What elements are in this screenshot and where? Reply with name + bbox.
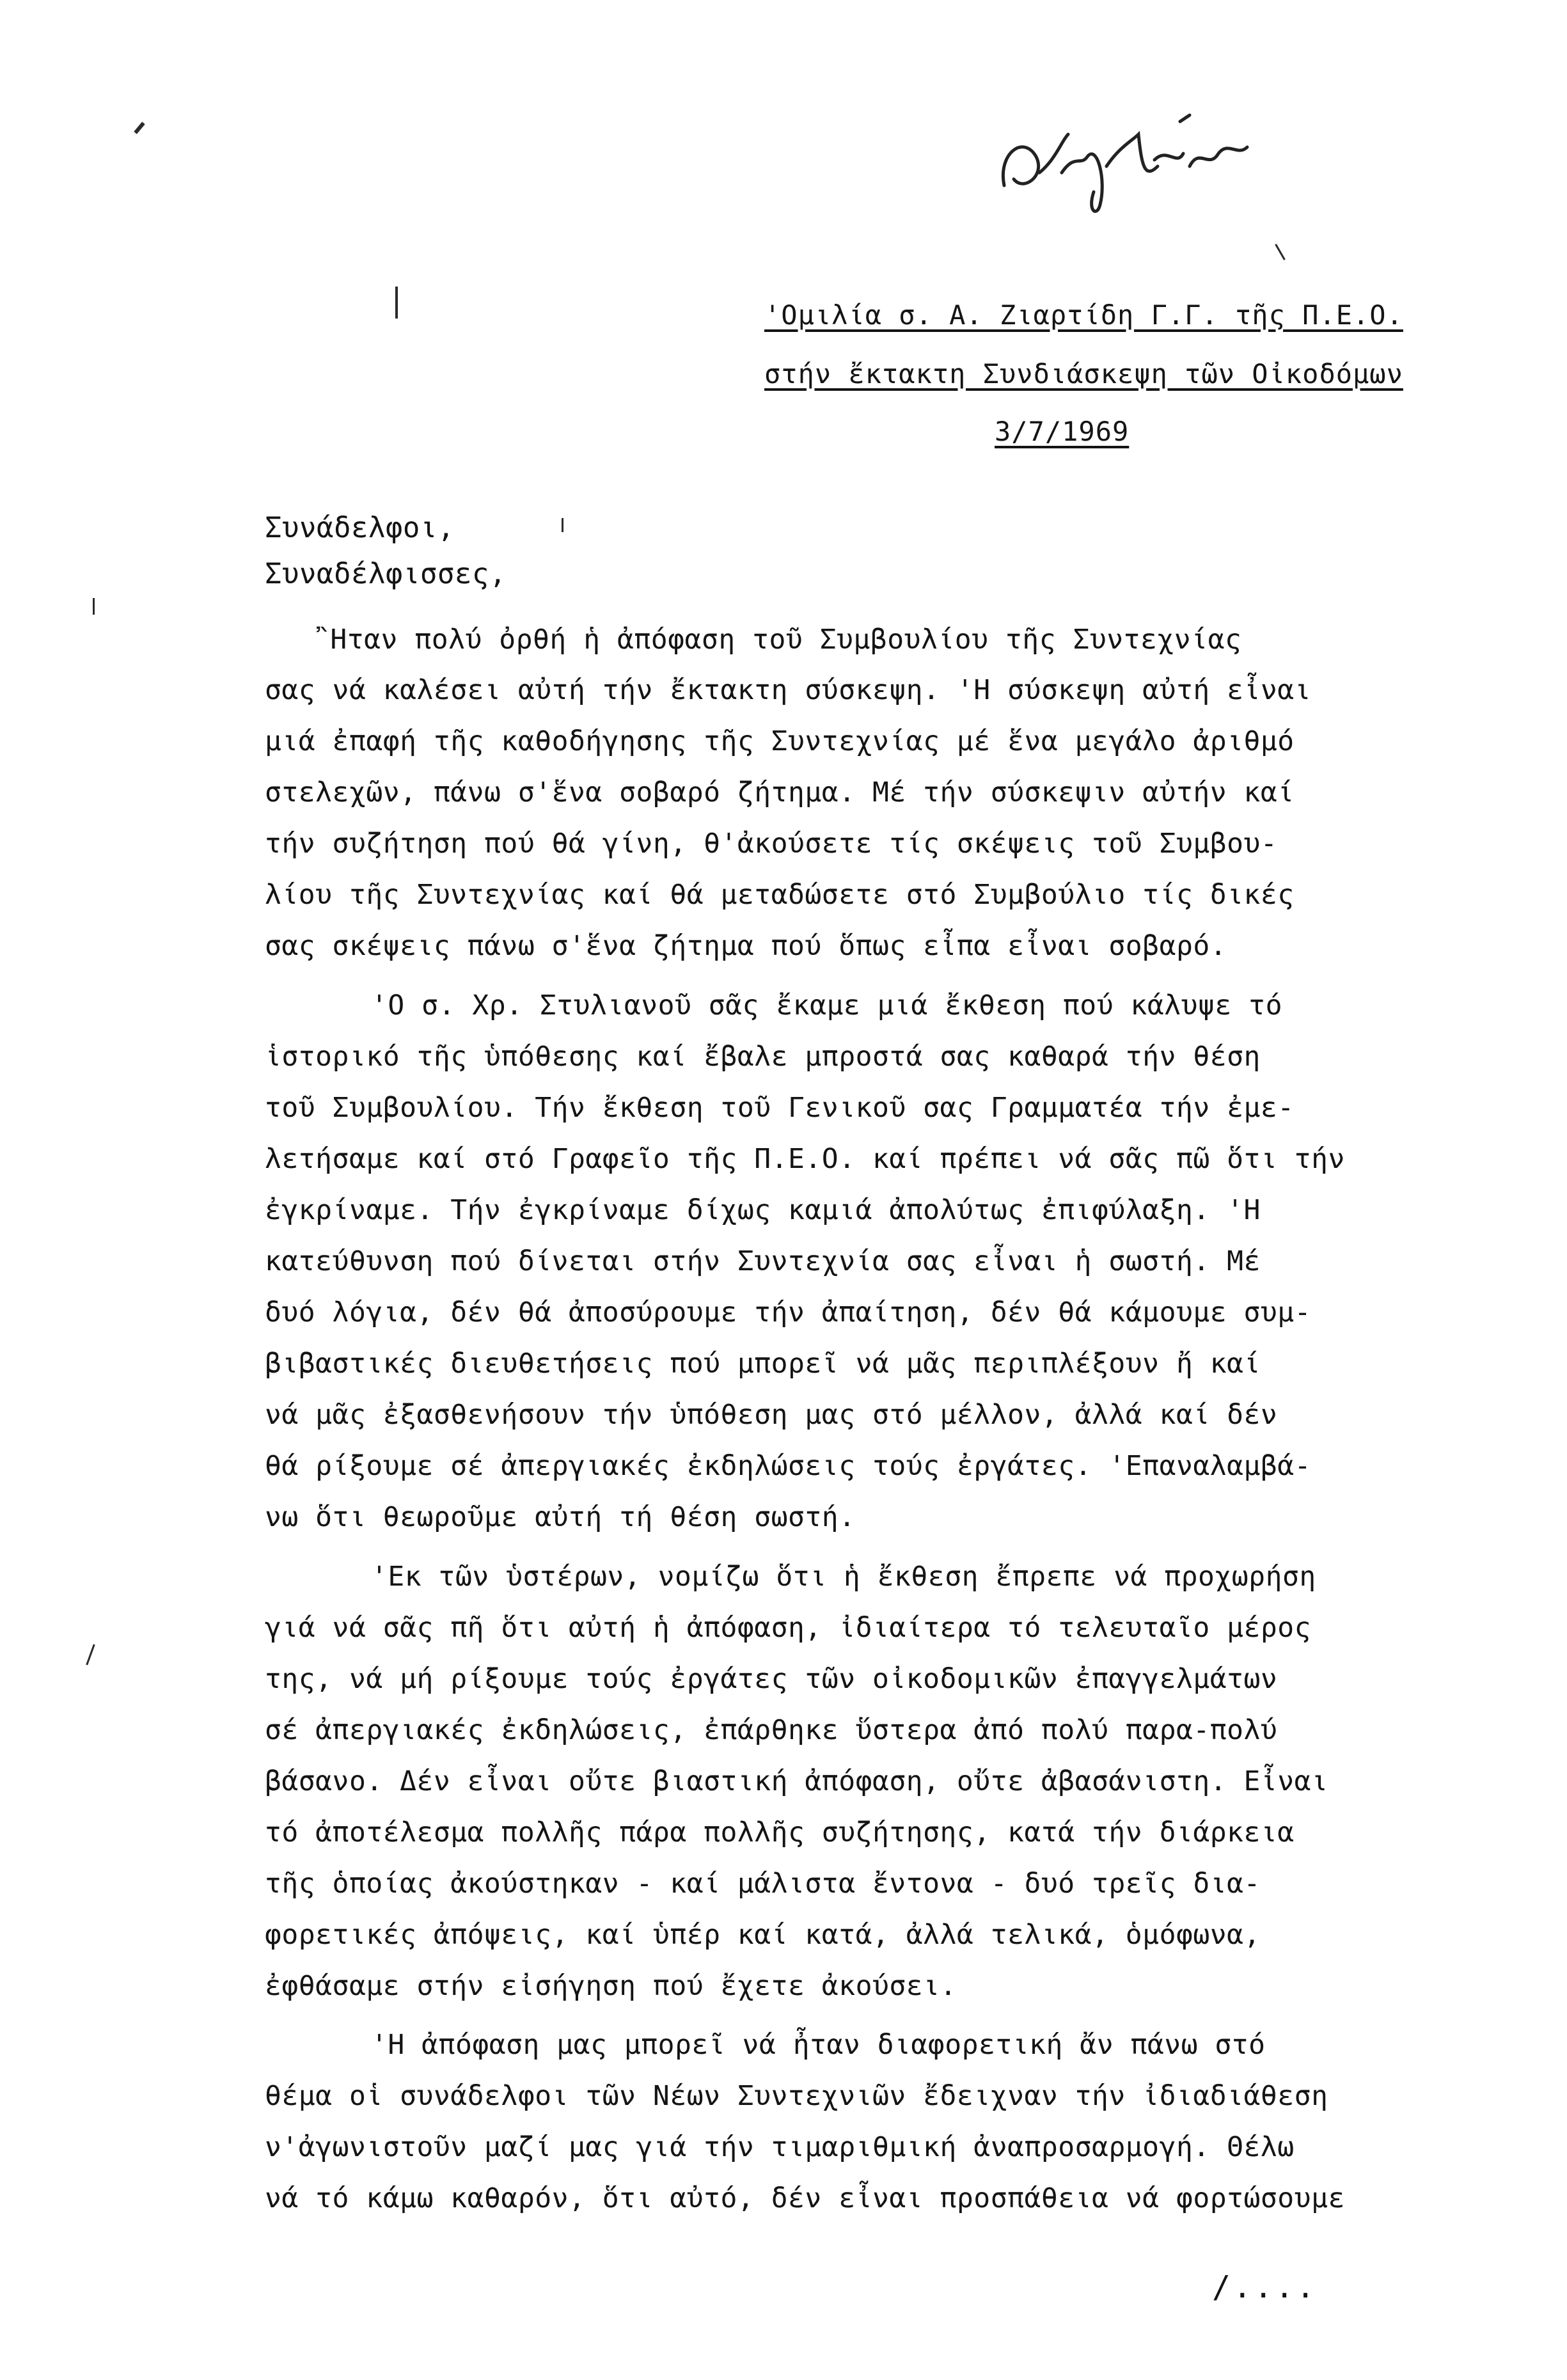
page-continuation: /.... (1212, 2269, 1318, 2305)
margin-mark (562, 518, 563, 532)
text-line: της, νά μή ρίξουμε τούς ἐργάτες τῶν οἰκοδομικῶν ἐπαγγελμάτων (265, 1663, 1278, 1695)
text-line: στελεχῶν, πάνω σ'ἕνα σοβαρό ζήτημα. Μέ τήν σύσκεψιν αὐτήν καί (265, 776, 1295, 808)
text-line: νά τό κάμω καθαρόν, ὅτι αὐτό, δέν εἶναι προσπάθεια νά φορτώσουμε (265, 2182, 1345, 2214)
text-line: σας σκέψεις πάνω σ'ἕνα ζήτημα πού ὅπως εἶπα εἶναι σοβαρό. (265, 930, 1227, 962)
text-line: ἐγκρίναμε. Τήν ἐγκρίναμε δίχως καμιά ἀπολύτως ἐπιφύλαξη. 'Η (265, 1194, 1261, 1226)
heading-date: 3/7/1969 (995, 416, 1130, 447)
text-line: λετήσαμε καί στό Γραφεῖο τῆς Π.Ε.Ο. καί πρέπει νά σᾶς πῶ ὅτι τήν (265, 1143, 1345, 1175)
heading-line1: 'Ομιλία σ. Α. Ζιαρτίδη Γ.Γ. τῆς Π.Ε.Ο. (764, 299, 1403, 331)
text-line: βιβαστικές διευθετήσεις πού μπορεῖ νά μᾶς περιπλέξουν ἤ καί (265, 1348, 1261, 1380)
text-line: θά ρίξουμε σέ ἀπεργιακές ἐκδηλώσεις τούς ἐργάτες. 'Επαναλαμβά- (265, 1450, 1312, 1482)
text-line: λίου τῆς Συντεχνίας καί θά μεταδώσετε στό Συμβούλιο τίς δικές (265, 879, 1295, 911)
heading-line2: στήν ἔκτακτη Συνδιάσκεψη τῶν Οἰκοδόμων (764, 358, 1403, 390)
text-line: δυό λόγια, δέν θά ἀποσύρουμε τήν ἀπαίτηση, δέν θά κάμουμε συμ- (265, 1296, 1312, 1328)
text-line: κατεύθυνση πού δίνεται στήν Συντεχνία σας εἶναι ἡ σωστή. Μέ (265, 1245, 1261, 1277)
text-line: τό ἀποτέλεσμα πολλῆς πάρα πολλῆς συζήτησης, κατά τήν διάρκεια (265, 1817, 1295, 1848)
margin-mark (134, 122, 145, 134)
salutation-line1: Συνάδελφοι, (265, 512, 455, 544)
text-line: φορετικές ἀπόψεις, καί ὑπέρ καί κατά, ἀλλά τελικά, ὁμόφωνα, (265, 1919, 1261, 1951)
salutation-line2: Συναδέλφισσες, (265, 558, 507, 590)
text-line: νά μᾶς ἐξασθενήσουν τήν ὑπόθεση μας στό μέλλον, ἀλλά καί δέν (265, 1399, 1278, 1431)
text-line: τοῦ Συμβουλίου. Τήν ἔκθεση τοῦ Γενικοῦ σας Γραμματέα τήν ἐμε- (265, 1092, 1295, 1124)
text-line: βάσανο. Δέν εἶναι οὔτε βιαστική ἀπόφαση, οὔτε ἀβασάνιστη. Εἶναι (265, 1765, 1328, 1797)
text-line: σας νά καλέσει αὐτή τήν ἔκτακτη σύσκεψη. 'Η σύσκεψη αὐτή εἶναι (265, 674, 1312, 706)
margin-mark (93, 598, 95, 615)
handwritten-signature (985, 96, 1318, 224)
text-line: ἐφθάσαμε στήν εἰσήγηση πού ἔχετε ἀκούσει. (265, 1970, 957, 2002)
text-line: 'Ο σ. Χρ. Στυλιανοῦ σᾶς ἔκαμε μιά ἔκθεση πού κάλυψε τό (371, 989, 1282, 1021)
text-line: ν'ἀγωνιστοῦν μαζί μας γιά τήν τιμαριθμική ἀναπροσαρμογή. Θέλω (265, 2131, 1295, 2163)
text-line: ἱστορικό τῆς ὑπόθεσης καί ἔβαλε μπροστά σας καθαρά τήν θέση (265, 1041, 1261, 1073)
text-line: τήν συζήτηση πού θά γίνη, θ'ἀκούσετε τίς σκέψεις τοῦ Συμβου- (265, 828, 1278, 860)
margin-mark (395, 287, 398, 319)
text-line: 'Η ἀπόφαση μας μπορεῖ νά ἦταν διαφορετική ἄν πάνω στό (371, 2029, 1266, 2061)
text-line: θέμα οἱ συνάδελφοι τῶν Νέων Συντεχνιῶν ἔδειχναν τήν ἰδιαδιάθεση (265, 2080, 1328, 2112)
margin-mark (86, 1644, 95, 1666)
margin-mark (1275, 244, 1286, 260)
text-line: ῍Ηταν πολύ ὀρθή ἡ ἀπόφαση τοῦ Συμβουλίου τῆς Συντεχνίας (313, 624, 1242, 656)
text-line: μιά ἐπαφή τῆς καθοδήγησης τῆς Συντεχνίας μέ ἕνα μεγάλο ἀριθμό (265, 725, 1295, 757)
text-line: γιά νά σᾶς πῆ ὅτι αὐτή ἡ ἀπόφαση, ἰδιαίτερα τό τελευταῖο μέρος (265, 1612, 1312, 1644)
text-line: τῆς ὁποίας ἀκούστηκαν - καί μάλιστα ἔντονα - δυό τρεῖς δια- (265, 1868, 1261, 1900)
text-line: νω ὅτι θεωροῦμε αὐτή τή θέση σωστή. (265, 1501, 856, 1533)
text-line: σέ ἀπεργιακές ἐκδηλώσεις, ἐπάρθηκε ὕστερα ἀπό πολύ παρα-πολύ (265, 1714, 1278, 1746)
text-line: 'Εκ τῶν ὑστέρων, νομίζω ὅτι ἡ ἔκθεση ἔπρεπε νά προχωρήση (371, 1561, 1316, 1593)
